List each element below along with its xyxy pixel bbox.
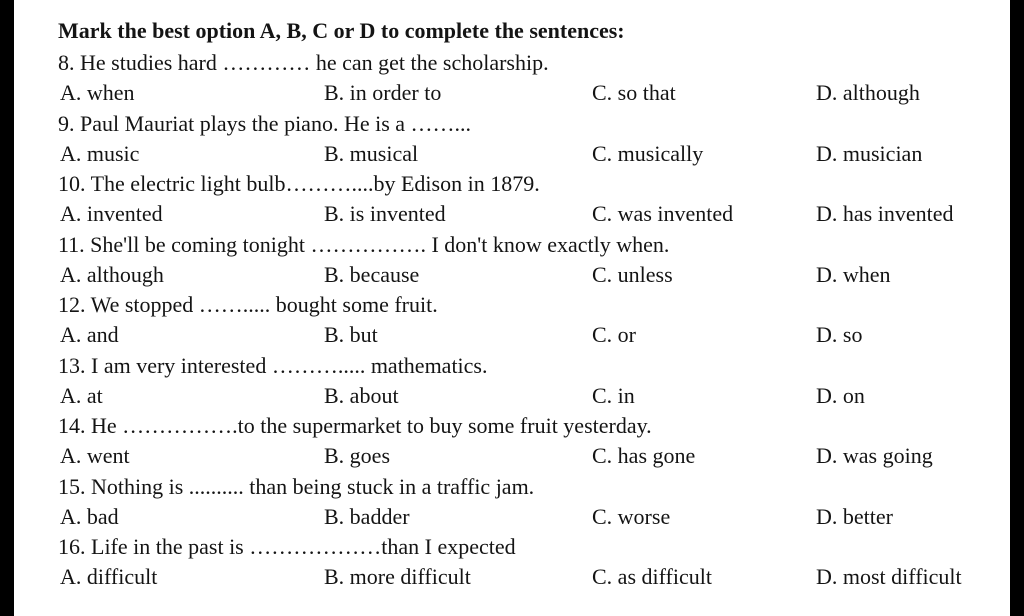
question-9-option-a: A. music [60,140,140,166]
question-12-option-d: D. so [816,322,863,347]
question-11-option-b: B. because [324,261,420,287]
question-12-option-a: A. and [60,322,119,347]
question-11-option-a: A. although [60,261,164,287]
question-13-option-b: B. about [324,382,399,408]
question-10-option-c: C. was invented [592,201,734,226]
question-8-options [58,78,998,109]
question-10-options [58,199,998,230]
question-13-option-d: D. on [816,382,865,408]
question-10-option-d: D. has invented [816,201,954,226]
question-15-option-c: C. worse [592,503,671,529]
question-14-option-c: C. has gone [592,443,696,468]
question-16-option-d: D. most difficult [816,564,962,589]
question-14-option-d: D. was going [816,443,933,468]
question-14-text: 14. He …………….to the supermarket to buy some fruit yesterday. [58,413,652,438]
question-block [58,109,998,170]
question-14-options [58,441,998,472]
question-15-options [58,502,998,533]
question-8-option-d: D. although [816,80,920,105]
worksheet-page [14,0,1010,616]
question-11-option-c: C. unless [592,261,673,287]
question-8-text: 8. He studies hard ………… he can get the scholarship. [58,50,549,75]
question-12-option-c: C. or [592,322,636,347]
question-12-option-b: B. but [324,322,378,347]
question-15-option-b: B. badder [324,503,410,529]
exercise-content [58,14,998,593]
question-8-option-a: A. when [60,80,135,105]
exercise-title: Mark the best option A, B, C or D to complete the sentences: [58,18,625,43]
question-block [58,169,998,230]
question-12-text: 12. We stopped ……..... bought some fruit. [58,292,438,317]
question-16-option-b: B. more difficult [324,564,471,589]
question-16-option-c: C. as difficult [592,564,712,589]
question-9-text: 9. Paul Mauriat plays the piano. He is a ……... [58,110,472,136]
question-15-option-a: A. bad [60,503,119,529]
question-10-option-b: B. is invented [324,201,446,226]
question-16-options [58,562,998,593]
question-15-text: 15. Nothing is .......... than being stuck in a traffic jam. [58,473,535,499]
question-13-option-c: C. in [592,382,635,408]
question-9-option-b: B. musical [324,140,419,166]
question-8-option-c: C. so that [592,80,676,105]
question-13-option-a: A. at [60,382,103,408]
question-15-option-d: D. better [816,503,893,529]
question-block [58,48,998,109]
question-11-text: 11. She'll be coming tonight ……………. I don't know exactly when. [58,231,670,257]
question-block [58,230,998,291]
question-block [58,532,998,593]
question-16-option-a: A. difficult [60,564,158,589]
question-13-text: 13. I am very interested ………..... mathematics. [58,352,488,378]
question-8-option-b: B. in order to [324,80,442,105]
question-9-options [58,139,998,170]
question-10-option-a: A. invented [60,201,163,226]
question-block [58,472,998,533]
question-14-option-a: A. went [60,443,130,468]
question-block [58,411,998,472]
question-14-option-b: B. goes [324,443,390,468]
question-13-options [58,381,998,412]
question-10-text: 10. The electric light bulb………....by Edison in 1879. [58,171,540,196]
question-11-option-d: D. when [816,261,891,287]
question-9-option-d: D. musician [816,140,923,166]
question-16-text: 16. Life in the past is ………………than I expected [58,534,516,559]
question-block [58,351,998,412]
question-11-options [58,260,998,291]
question-12-options [58,320,998,351]
question-block [58,290,998,351]
question-9-option-c: C. musically [592,140,704,166]
